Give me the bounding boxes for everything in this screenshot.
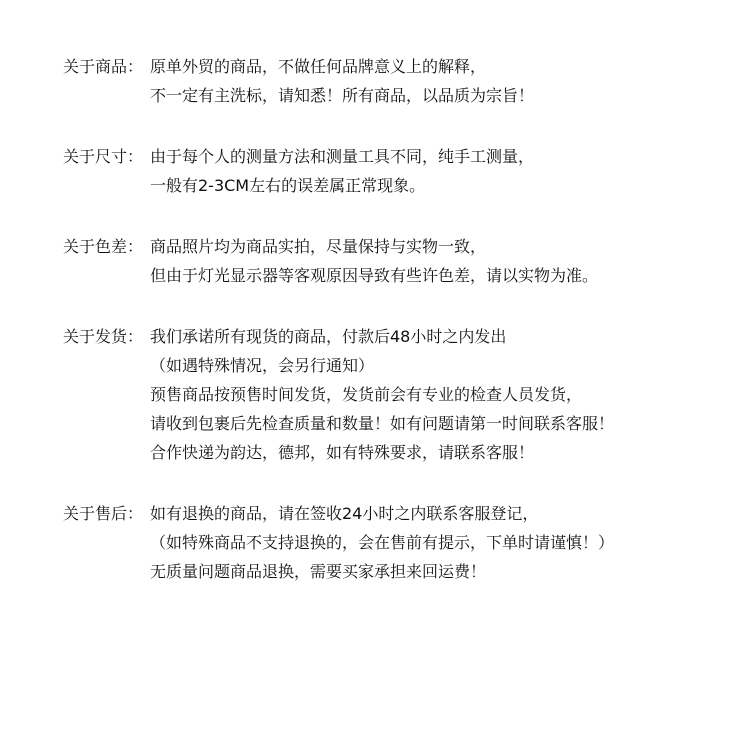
section-label: 关于色差： xyxy=(63,237,144,256)
text-line: （如特殊商品不支持退换的，会在售前有提示，下单时请谨慎！） xyxy=(150,533,615,552)
text-line: 一般有2-3CM左右的误差属正常现象。 xyxy=(150,176,426,195)
section-label: 关于发货： xyxy=(63,327,144,346)
text-line: 不一定有主洗标，请知悉！所有商品，以品质为宗旨！ xyxy=(150,86,535,105)
text-line: 由于每个人的测量方法和测量工具不同，纯手工测量， xyxy=(150,147,535,166)
section-body xyxy=(150,52,723,110)
section-label: 关于商品： xyxy=(63,57,144,76)
section-body xyxy=(150,232,723,290)
text-line: 请收到包裹后先检查质量和数量！如有问题请第一时间联系客服！ xyxy=(150,414,615,433)
text-line: 原单外贸的商品，不做任何品牌意义上的解释， xyxy=(150,57,487,76)
section-label: 关于售后： xyxy=(63,504,144,523)
store-policy-notice xyxy=(63,52,723,618)
section-body xyxy=(150,322,723,467)
section-shipping xyxy=(63,322,723,467)
section-body xyxy=(150,499,723,586)
section-label: 关于尺寸： xyxy=(63,147,144,166)
text-line: 预售商品按预售时间发货，发货前会有专业的检查人员发货， xyxy=(150,385,583,404)
section-color-difference xyxy=(63,232,723,290)
text-line: 我们承诺所有现货的商品，付款后48小时之内发出 xyxy=(150,327,507,346)
section-size xyxy=(63,142,723,200)
text-line: 如有退换的商品，请在签收24小时之内联系客服登记， xyxy=(150,504,539,523)
text-line: 但由于灯光显示器等客观原因导致有些许色差，请以实物为准。 xyxy=(150,266,599,285)
text-line: 合作快递为韵达，德邦，如有特殊要求，请联系客服！ xyxy=(150,443,535,462)
text-line: （如遇特殊情况，会另行通知） xyxy=(150,356,375,375)
text-line: 商品照片均为商品实拍，尽量保持与实物一致， xyxy=(150,237,487,256)
section-body xyxy=(150,142,723,200)
section-after-sales xyxy=(63,499,723,586)
section-product xyxy=(63,52,723,110)
text-line: 无质量问题商品退换，需要买家承担来回运费！ xyxy=(150,562,487,581)
